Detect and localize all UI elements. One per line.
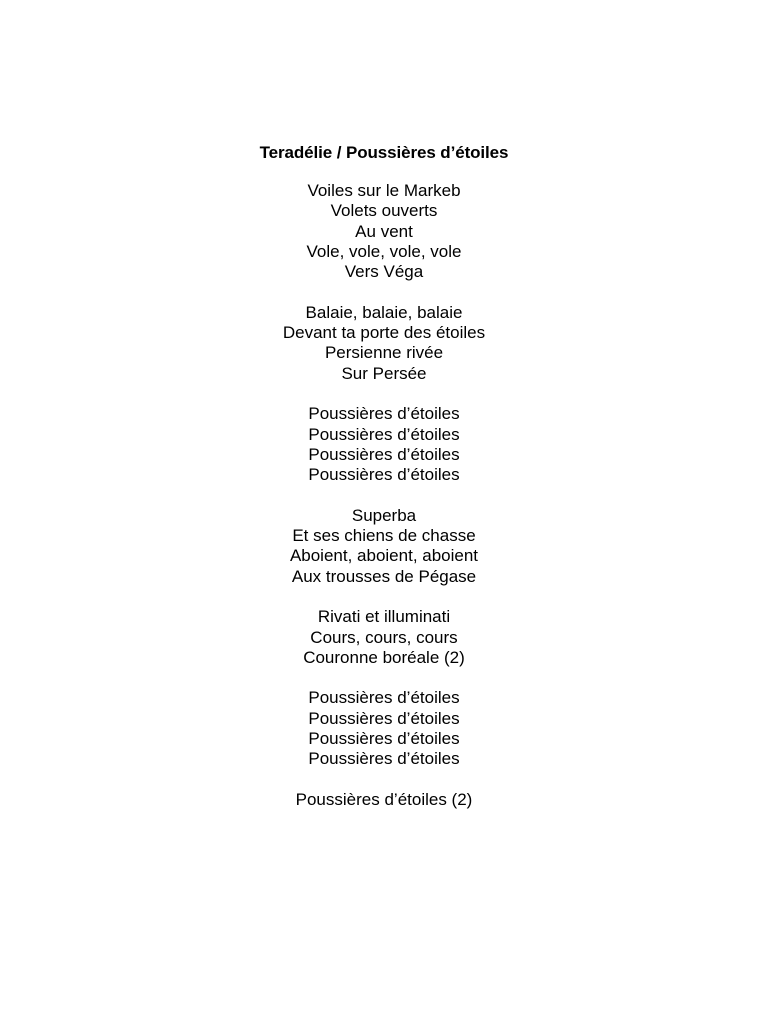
lyric-line: Poussières d’étoiles	[308, 708, 460, 728]
stanza-2	[0, 303, 768, 384]
lyric-line: Au vent	[355, 221, 413, 241]
lyric-line: Couronne boréale (2)	[303, 647, 465, 667]
lyric-line: Aux trousses de Pégase	[291, 566, 477, 586]
stanza-6-refrain	[0, 688, 768, 769]
lyrics	[0, 181, 768, 810]
lyric-line: Poussières d’étoiles	[308, 444, 460, 464]
lyric-line: Sur Persée	[341, 363, 427, 383]
song-title: Teradélie / Poussières d’étoiles	[259, 143, 509, 162]
lyric-line: Voiles sur le Markeb	[307, 181, 461, 200]
lyric-line: Aboient, aboient, aboient	[289, 546, 479, 566]
lyric-line: Devant ta porte des étoiles	[282, 323, 486, 343]
lyric-line: Poussières d’étoiles	[308, 729, 460, 749]
lyric-line: Poussières d’étoiles	[308, 404, 460, 424]
lyric-line: Vole, vole, vole, vole	[306, 241, 462, 261]
stanza-4	[0, 506, 768, 587]
stanza-5	[0, 607, 768, 668]
lyric-line: Volets ouverts	[330, 201, 438, 221]
lyric-line: Et ses chiens de chasse	[292, 526, 476, 546]
lyric-line: Persienne rivée	[324, 343, 444, 363]
stanza-3-refrain	[0, 404, 768, 485]
lyric-line: Poussières d’étoiles	[308, 465, 460, 485]
lyric-line: Poussières d’étoiles	[308, 749, 460, 769]
lyric-line: Vers Véga	[344, 262, 424, 282]
stanza-1	[0, 181, 768, 282]
lyric-line: Rivati et illuminati	[317, 607, 451, 627]
lyric-line: Poussières d’étoiles	[308, 424, 460, 444]
lyric-line: Balaie, balaie, balaie	[305, 302, 463, 322]
final-lyric-line: Poussières d’étoiles (2)	[295, 789, 473, 809]
lyric-line: Cours, cours, cours	[310, 627, 458, 647]
lyric-line: Poussières d’étoiles	[308, 688, 460, 708]
lyric-line: Superba	[351, 505, 417, 525]
